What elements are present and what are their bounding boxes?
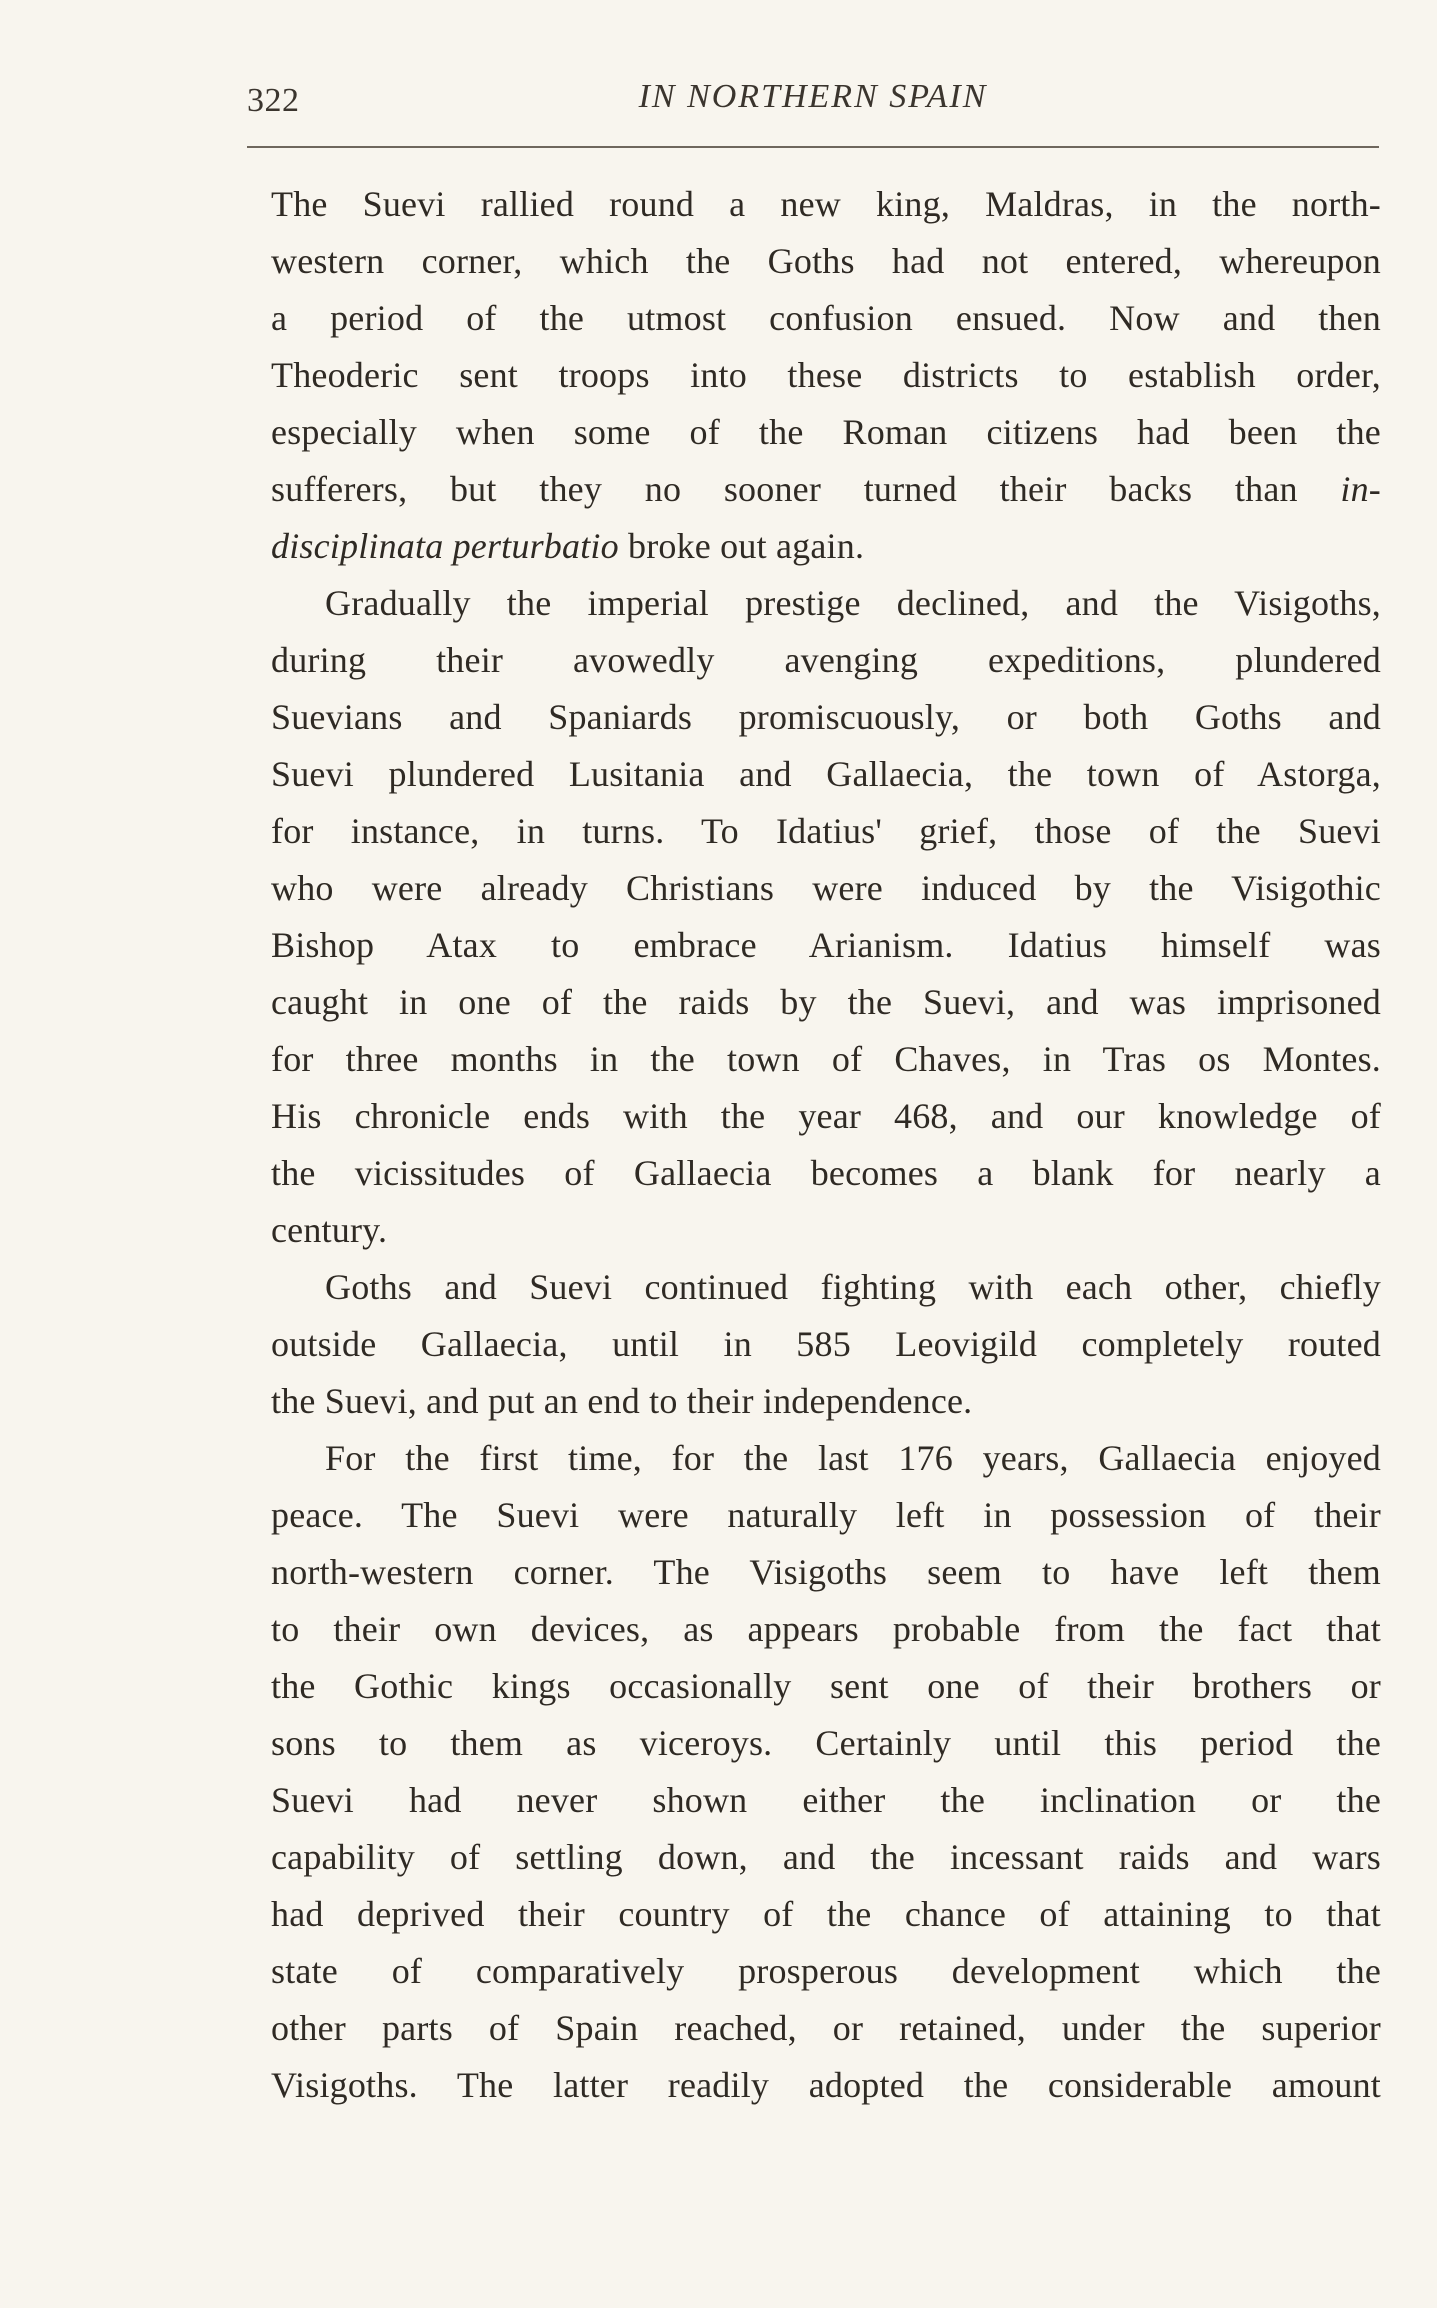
text-line: Visigoths. The latter readily adopted the considerable amount [271, 2065, 1381, 2105]
text-line: during their avowedly avenging expeditions, plundered [271, 640, 1381, 680]
text-line: His chronicle ends with the year 468, and our knowledge of [271, 1096, 1381, 1136]
text-line: to their own devices, as appears probable from the fact that [271, 1609, 1381, 1649]
text-line: Goths and Suevi continued fighting with each other, chiefly [325, 1267, 1381, 1307]
text-line: Suevians and Spaniards promiscuously, or both Goths and [271, 697, 1381, 737]
text-line: For the first time, for the last 176 years, Gallaecia enjoyed [325, 1438, 1381, 1478]
text-line: who were already Christians were induced by the Visigothic [271, 868, 1381, 908]
text-line: Suevi plundered Lusitania and Gallaecia, the town of Astorga, [271, 754, 1381, 794]
text-line: caught in one of the raids by the Suevi, and was imprisoned [271, 982, 1381, 1022]
page-number: 322 [247, 82, 300, 119]
text-segment: sufferers, but they no sooner turned their backs than [271, 469, 1298, 509]
text-line [271, 461, 1381, 518]
text-line: capability of settling down, and the incessant raids and wars [271, 1837, 1381, 1877]
italic-text: disciplinata perturbatio [271, 526, 619, 566]
text-line: other parts of Spain reached, or retained, under the superior [271, 2008, 1381, 2048]
text-line: the vicissitudes of Gallaecia becomes a blank for nearly a [271, 1153, 1381, 1193]
text-line: the Suevi, and put an end to their independence. [271, 1381, 973, 1421]
text-line: Suevi had never shown either the inclination or the [271, 1780, 1381, 1820]
text-line: The Suevi rallied round a new king, Maldras, in the north- [271, 184, 1381, 224]
running-title: IN NORTHERN SPAIN [638, 78, 988, 115]
text-line: especially when some of the Roman citizens had been the [271, 412, 1381, 452]
text-segment: broke out again. [628, 526, 865, 566]
text-line: north-western corner. The Visigoths seem to have left them [271, 1552, 1381, 1592]
text-line: for instance, in turns. To Idatius' grief, those of the Suevi [271, 811, 1381, 851]
header-rule [247, 146, 1379, 148]
text-line: peace. The Suevi were naturally left in possession of their [271, 1495, 1381, 1535]
text-line: had deprived their country of the chance of attaining to that [271, 1894, 1381, 1934]
text-line: Bishop Atax to embrace Arianism. Idatius himself was [271, 925, 1381, 965]
body-text [271, 176, 1381, 2114]
paragraph [271, 1259, 1381, 1430]
paragraph [271, 1430, 1381, 2114]
paragraph [271, 575, 1381, 1259]
text-line: western corner, which the Goths had not entered, whereupon [271, 241, 1381, 281]
text-line: Gradually the imperial prestige declined, and the Visigoths, [325, 583, 1381, 623]
paragraph [271, 176, 1381, 575]
text-line: the Gothic kings occasionally sent one of their brothers or [271, 1666, 1381, 1706]
text-line: state of comparatively prosperous development which the [271, 1951, 1381, 1991]
text-line: for three months in the town of Chaves, in Tras os Montes. [271, 1039, 1381, 1079]
text-line: Theoderic sent troops into these districts to establish order, [271, 355, 1381, 395]
text-line: a period of the utmost confusion ensued. Now and then [271, 298, 1381, 338]
text-line: sons to them as viceroys. Certainly until this period the [271, 1723, 1381, 1763]
italic-text: in- [1340, 469, 1381, 509]
text-line: outside Gallaecia, until in 585 Leovigild completely routed [271, 1324, 1381, 1364]
text-line: century. [271, 1210, 388, 1250]
text-line [271, 518, 1381, 575]
running-head [247, 72, 1379, 132]
